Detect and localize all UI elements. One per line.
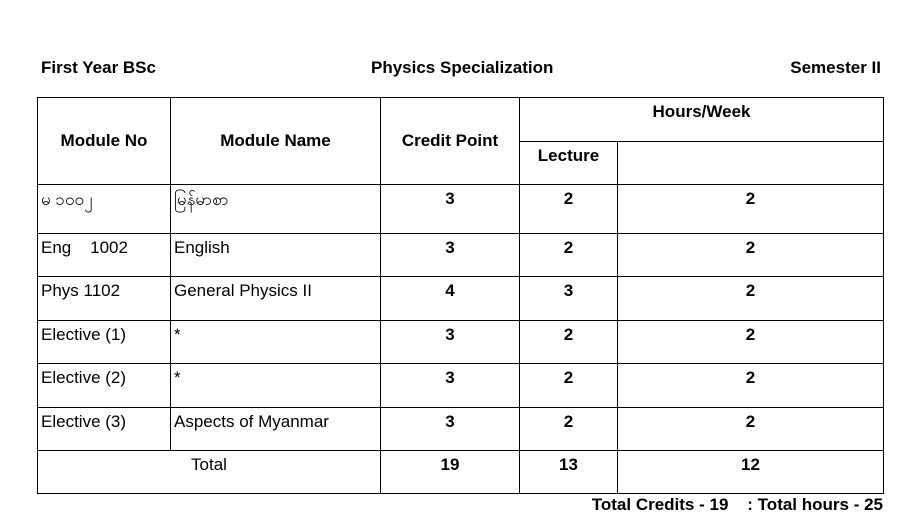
total-row bbox=[38, 451, 884, 494]
total-lecture-cell: 13 bbox=[520, 451, 618, 494]
lecture-cell: 2 bbox=[520, 408, 618, 451]
table-header-row bbox=[38, 98, 884, 142]
lecture-cell: 2 bbox=[520, 321, 618, 364]
module-no-cell: Phys 1102 bbox=[38, 277, 171, 321]
total-credit-cell: 19 bbox=[381, 451, 520, 494]
module-no-cell: Elective (3) bbox=[38, 408, 171, 451]
module-no-cell: Elective (1) bbox=[38, 321, 171, 364]
semester-label: Semester II bbox=[790, 58, 881, 77]
module-name-cell: မြန်မာစာ bbox=[171, 185, 381, 234]
credit-cell: 3 bbox=[381, 408, 520, 451]
col-header-other bbox=[618, 142, 884, 185]
module-no-cell: Elective (2) bbox=[38, 364, 171, 408]
col-header-hours-week: Hours/Week bbox=[520, 98, 884, 142]
credit-cell: 3 bbox=[381, 185, 520, 234]
other-hours-cell: 2 bbox=[618, 364, 884, 408]
other-hours-cell: 2 bbox=[618, 408, 884, 451]
lecture-cell: 2 bbox=[520, 185, 618, 234]
credit-cell: 3 bbox=[381, 234, 520, 277]
program-label: First Year BSc bbox=[41, 58, 156, 77]
table-row bbox=[38, 234, 884, 277]
specialization-label: Physics Specialization bbox=[371, 58, 554, 77]
other-hours-cell: 2 bbox=[618, 321, 884, 364]
col-header-module-no: Module No bbox=[38, 98, 171, 185]
totals-summary: Total Credits - 19 : Total hours - 25 bbox=[591, 495, 883, 514]
module-no-cell: Eng 1002 bbox=[38, 234, 171, 277]
total-label: Total bbox=[38, 451, 381, 494]
module-no-cell: မ ၁၀၀၂ bbox=[38, 185, 171, 234]
lecture-cell: 2 bbox=[520, 234, 618, 277]
table-row bbox=[38, 277, 884, 321]
module-table bbox=[37, 97, 884, 494]
total-other-hours-cell: 12 bbox=[618, 451, 884, 494]
module-name-cell: General Physics II bbox=[171, 277, 381, 321]
credit-cell: 3 bbox=[381, 364, 520, 408]
module-name-cell: * bbox=[171, 321, 381, 364]
table-row bbox=[38, 185, 884, 234]
table-row bbox=[38, 408, 884, 451]
module-name-cell: * bbox=[171, 364, 381, 408]
col-header-lecture: Lecture bbox=[520, 142, 618, 185]
col-header-module-name: Module Name bbox=[171, 98, 381, 185]
module-name-cell: Aspects of Myanmar bbox=[171, 408, 381, 451]
col-header-credit-point: Credit Point bbox=[381, 98, 520, 185]
credit-cell: 3 bbox=[381, 321, 520, 364]
other-hours-cell: 2 bbox=[618, 185, 884, 234]
other-hours-cell: 2 bbox=[618, 277, 884, 321]
other-hours-cell: 2 bbox=[618, 234, 884, 277]
credit-cell: 4 bbox=[381, 277, 520, 321]
table-row bbox=[38, 364, 884, 408]
lecture-cell: 3 bbox=[520, 277, 618, 321]
lecture-cell: 2 bbox=[520, 364, 618, 408]
module-name-cell: English bbox=[171, 234, 381, 277]
table-row bbox=[38, 321, 884, 364]
